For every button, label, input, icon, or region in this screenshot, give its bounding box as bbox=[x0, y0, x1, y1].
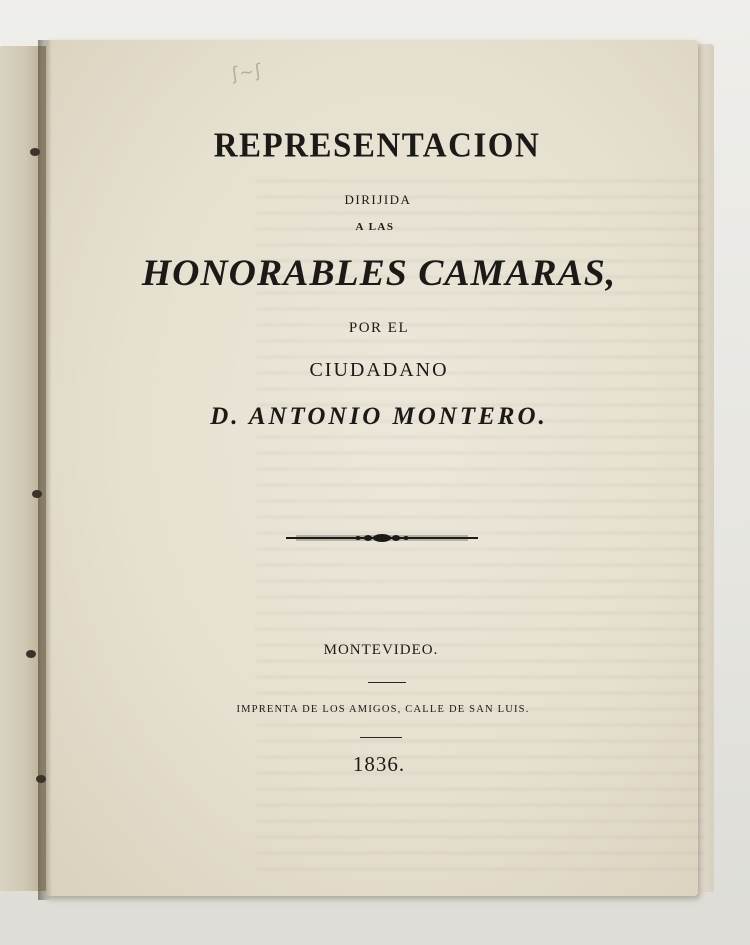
subtitle-a-las: A LAS bbox=[355, 221, 395, 233]
ornament-rule bbox=[286, 532, 478, 544]
addressee-heading: HONORABLES CAMARAS, bbox=[141, 253, 617, 294]
imprint-year: 1836. bbox=[352, 752, 406, 776]
author-name: D. ANTONIO MONTERO. bbox=[210, 403, 548, 430]
imprint-printer: IMPRENTA DE LOS AMIGOS, CALLE DE SAN LUIS. bbox=[236, 704, 530, 715]
pencil-annotation: ʃ~ʃ bbox=[230, 60, 264, 85]
document-title: REPRESENTACION bbox=[213, 127, 541, 165]
imprint-place: MONTEVIDEO. bbox=[323, 642, 439, 658]
by-line: POR EL bbox=[348, 320, 410, 336]
subtitle-dirijida: DIRIJIDA bbox=[344, 192, 412, 207]
short-rule bbox=[368, 682, 406, 683]
short-rule bbox=[360, 737, 402, 738]
author-role: CIUDADANO bbox=[309, 359, 449, 381]
